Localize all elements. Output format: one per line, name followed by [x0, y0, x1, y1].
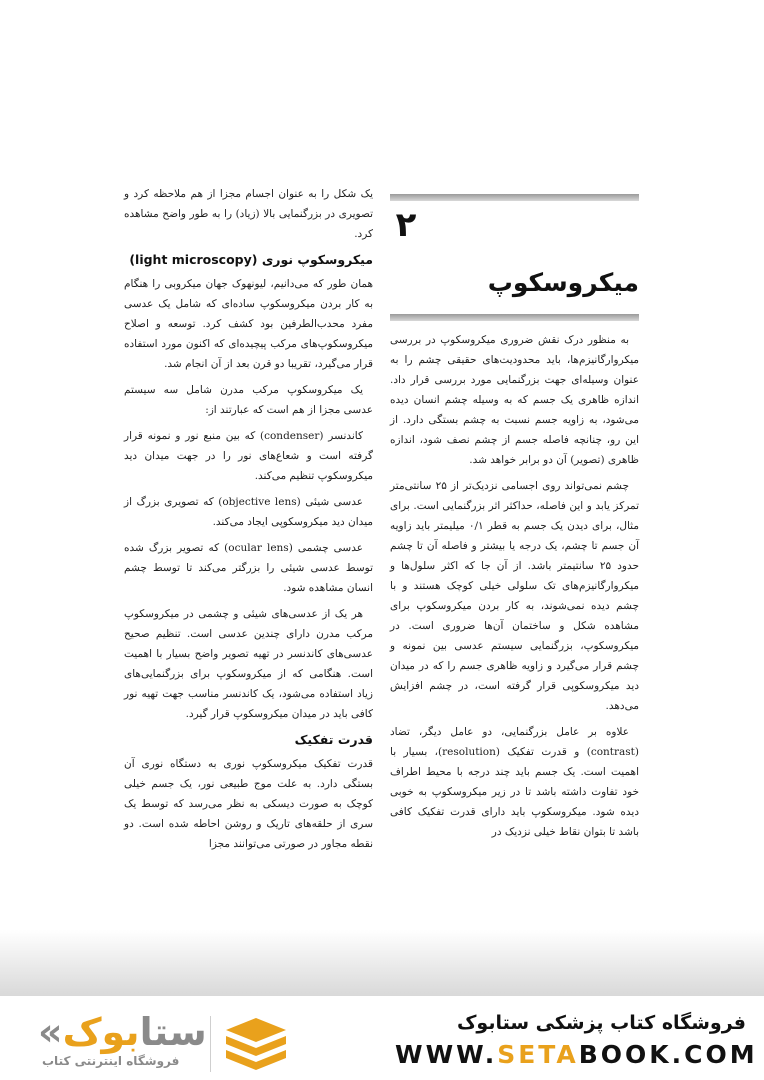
logo-subtitle: فروشگاه اینترنتی کتاب: [42, 1054, 180, 1068]
chapter-title: میکروسکوپ: [487, 268, 639, 297]
paragraph: چشم نمی‌تواند روی اجسامی نزدیک‌تر از ۲۵ سانتی‌متر تمرکز یابد و این فاصله، حداکثر اثر بزرگنمایی است. برای مثال، برای دیدن یک جسم به قطر ۰/۱ میلیمتر باید زاویه آن جسم تا چشم، یک درجه یا بیشتر و فاصله آن تا چشم حدود ۲۵ سانتیمتر باشد. از آن جا که اکثر سلول‌ها و میکروارگانیزم‌های تک سلولی خیلی کوچک هستند و با چشم دیده نمی‌شوند، به کار بردن میکروسکوپ برای مشاهده شکل و ساختمان آن‌ها ضروری است. در میکروسکوپ، بزرگنمایی سیستم عدسی بین نمونه و چشم قرار می‌گیرد و زاویه ظاهری جسم را که در میدان دید میکروسکوپی قرار گرفته است، در چشم افزایش می‌دهد.: [390, 480, 640, 712]
left-column: [124, 184, 373, 860]
paragraph: هر یک از عدسی‌های شیئی و چشمی در میکروسکوپ مرکب مدرن دارای چندین عدسی است. تنظیم صحیح عدسی‌های کاندنسر در تهیه تصویر واضح بسیار با اهمیت است. هنگامی که از میکروسکوپ برای بزرگنمایی‌های زیاد استفاده می‌شود، یک کاندنسر مناسب جهت تهیه نور کافی باید در میدان میکروسکوپ قرار گیرد.: [124, 608, 373, 720]
logo-wordmark: «ستابوک: [38, 1010, 207, 1054]
section-heading: میکروسکوپ نوری (light microscopy): [129, 252, 373, 267]
store-name: فروشگاه کتاب پزشکی ستابوک: [456, 1012, 746, 1034]
page-fade: [0, 930, 764, 1000]
paragraph: یک شکل را به عنوان اجسام مجزا از هم ملاحظه کرد و تصویری در بزرگنمایی بالا (زیاد) را به طور واضح مشاهده کرد.: [124, 188, 373, 240]
paragraph: همان طور که می‌دانیم، لیونهوک جهان میکروبی را هنگام به کار بردن میکروسکوپ ساده‌ای که شامل یک عدسی مفرد محدب‌الطرفین بود کشف کرد. توسعه و اصلاح میکروسکوپ‌های مرکب پیچیده‌ای که اکنون مورد استفاده قرار می‌گیرد، تقریبا دو قرن بعد از آن انجام شد.: [124, 278, 373, 370]
chapter-number: ۲: [395, 205, 417, 245]
list-item: عدسی چشمی (ocular lens) که تصویر بزرگ شده توسط عدسی شیئی را بزرگتر می‌کند تا توسط چشم انسان مشاهده شود.: [124, 542, 373, 594]
paragraph: به منظور درک نقش ضروری میکروسکوپ در بررسی میکروارگانیزم‌ها، باید محدودیت‌های حقیقی چشم را به عنوان وسیله‌ای جهت بزرگنمایی مورد بررسی قرار داد. اندازه ظاهری یک جسم که به وسیله چشم انسان دیده می‌شود، به زاویه جسم نسبت به چشم بستگی دارد. از این رو، چنانچه فاصله جسم از چشم نصف شود، اندازه ظاهری (تصویر) آن دو برابر خواهد شد.: [390, 334, 639, 466]
book-stack-icon: [222, 1016, 290, 1072]
list-item: کاندنسر (condenser) که بین منبع نور و نمونه قرار گرفته است و شعاع‌های نور را در جهت میدان دید میکروسکوپ تنظیم می‌کند.: [124, 430, 373, 482]
section-heading: قدرت تفکیک: [294, 732, 373, 747]
paragraph: یک میکروسکوپ مرکب مدرن شامل سه سیستم عدسی مجزا از هم است که عبارتند از:: [124, 384, 373, 416]
list-item: عدسی شیئی (objective lens) که تصویری بزرگ از میدان دید میکروسکوپی ایجاد می‌کند.: [124, 496, 373, 528]
chapter-rule-bottom: [390, 314, 639, 321]
store-footer: [0, 996, 764, 1080]
store-url[interactable]: WWW.SETABOOK.COM: [395, 1040, 758, 1069]
paragraph: علاوه بر عامل بزرگنمایی، دو عامل دیگر، تضاد (contrast) و قدرت تفکیک (resolution)، بسیار با اهمیت است. یک جسم باید چند درجه با محیط اطراف خود تفاوت داشته باشد تا در زیر میکروسکوپ به خوبی دیده شود. میکروسکوپ باید دارای قدرت تفکیک کافی باشد تا بتوان نقاط خیلی نزدیک در: [390, 726, 640, 838]
logo-divider: [210, 1016, 211, 1072]
paragraph: قدرت تفکیک میکروسکوپ نوری به دستگاه نوری آن بستگی دارد. به علت موج طبیعی نور، یک جسم خیلی کوچک به صورت دیسکی به نظر می‌رسد که توسط یک سری از حلقه‌های تاریک و روشن احاطه شده است. دو نقطه مجاور در صورتی می‌توانند مجزا: [124, 758, 373, 850]
store-logo[interactable]: [26, 1010, 296, 1076]
chapter-rule-top: [390, 194, 639, 201]
right-column: [390, 330, 639, 848]
